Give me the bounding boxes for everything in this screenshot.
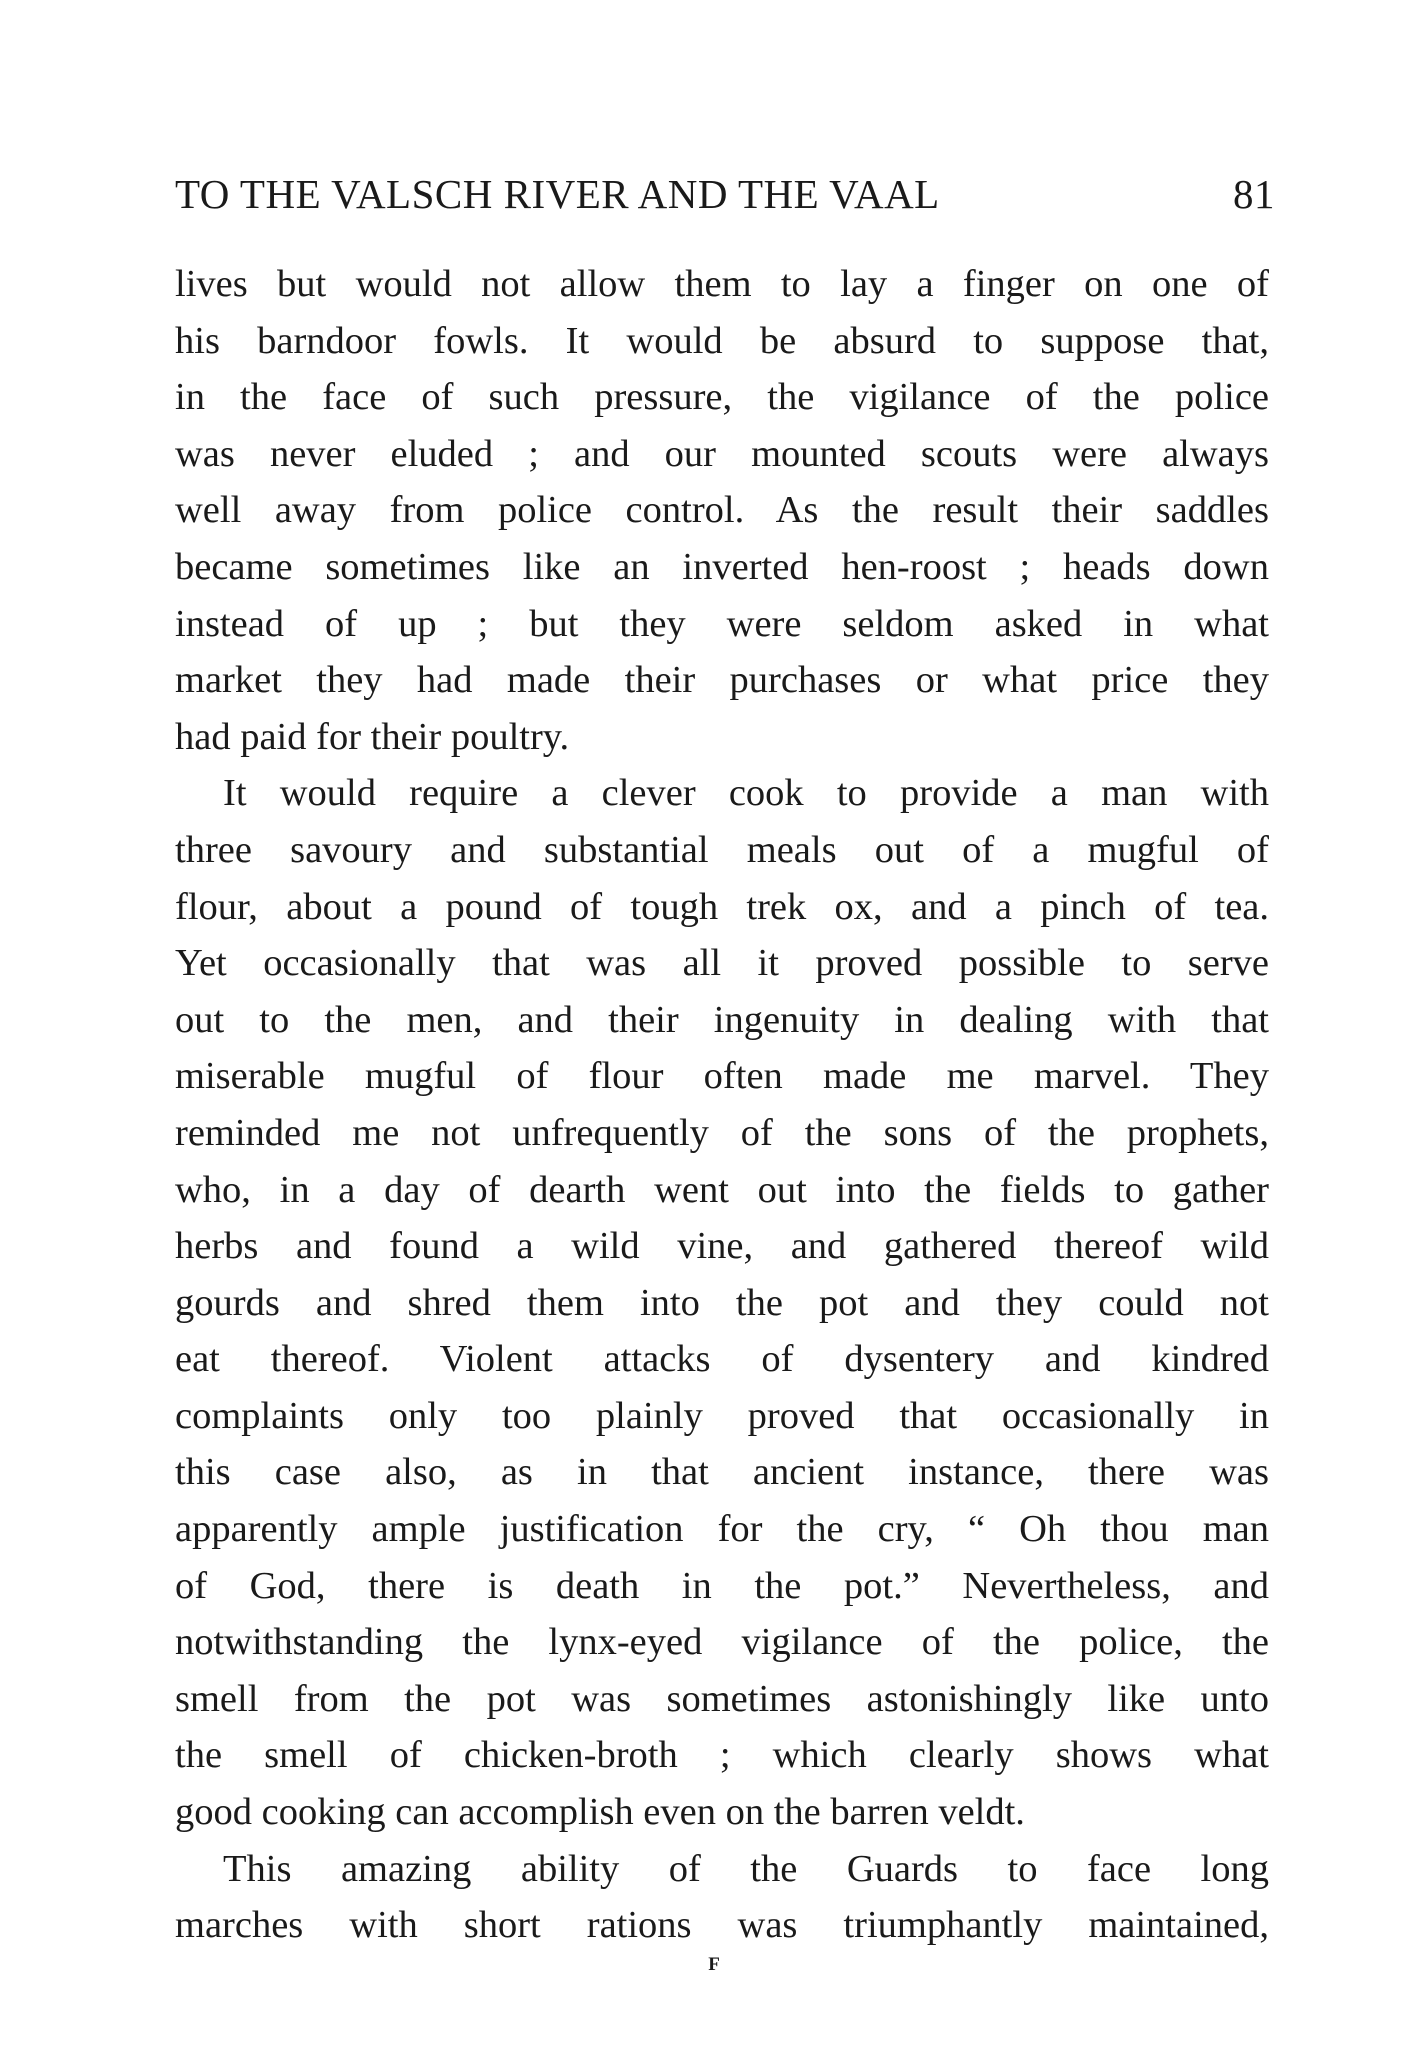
text-line: gourds and shred them into the pot and they could not [175,1281,1269,1324]
text-line: smell from the pot was sometimes astonishingly like unto [175,1677,1269,1720]
text-line: well away from police control. As the result their saddles [175,489,1269,532]
page-number: 81 [1233,171,1275,217]
text-line: miserable mugful of flour often made me marvel. They [175,1055,1269,1098]
text-line: flour, about a pound of tough trek ox, and a pinch of tea. [175,885,1269,928]
text-line: Yet occasionally that was all it proved possible to serve [175,942,1269,985]
text-line: this case also, as in that ancient instance, there was [175,1451,1269,1494]
text-line: of God, there is death in the pot.” Nevertheless, and [175,1564,1269,1607]
text-line: instead of up ; but they were seldom asked in what [175,602,1269,645]
paragraph-start-line: This amazing ability of the Guards to face long [223,1847,1269,1890]
text-line: the smell of chicken-broth ; which clearly shows what [175,1734,1269,1777]
running-title: TO THE VALSCH RIVER AND THE VAAL [175,171,940,217]
paragraph-start-line: It would require a clever cook to provide a man with [223,772,1269,815]
text-line: eat thereof. Violent attacks of dysentery and kindred [175,1338,1269,1381]
text-line: who, in a day of dearth went out into the fields to gather [175,1168,1269,1211]
text-line: marches with short rations was triumphantly maintained, [175,1904,1269,1947]
text-line: apparently ample justification for the cry, “ Oh thou man [175,1508,1269,1551]
signature-mark: F [708,1954,720,1975]
text-line: notwithstanding the lynx-eyed vigilance of the police, the [175,1621,1269,1664]
paragraph-end-line: had paid for their poultry. [175,715,570,758]
text-line: market they had made their purchases or what price they [175,659,1269,702]
text-line: lives but would not allow them to lay a finger on one of [175,263,1269,305]
text-line: three savoury and substantial meals out of a mugful of [175,828,1269,871]
paragraph-end-line: good cooking can accomplish even on the barren veldt. [175,1791,1025,1834]
text-line: complaints only too plainly proved that occasionally in [175,1394,1269,1437]
text-line: out to the men, and their ingenuity in dealing with that [175,998,1269,1041]
text-line: reminded me not unfrequently of the sons of the prophets, [175,1111,1269,1154]
text-line: in the face of such pressure, the vigilance of the police [175,376,1269,419]
text-line: his barndoor fowls. It would be absurd to suppose that, [175,319,1269,362]
body-text [175,256,1269,1954]
text-line: was never eluded ; and our mounted scouts were always [175,432,1269,475]
text-line: became sometimes like an inverted hen-roost ; heads down [175,545,1269,588]
text-line: herbs and found a wild vine, and gathered thereof wild [175,1225,1269,1268]
running-head [175,170,1275,230]
